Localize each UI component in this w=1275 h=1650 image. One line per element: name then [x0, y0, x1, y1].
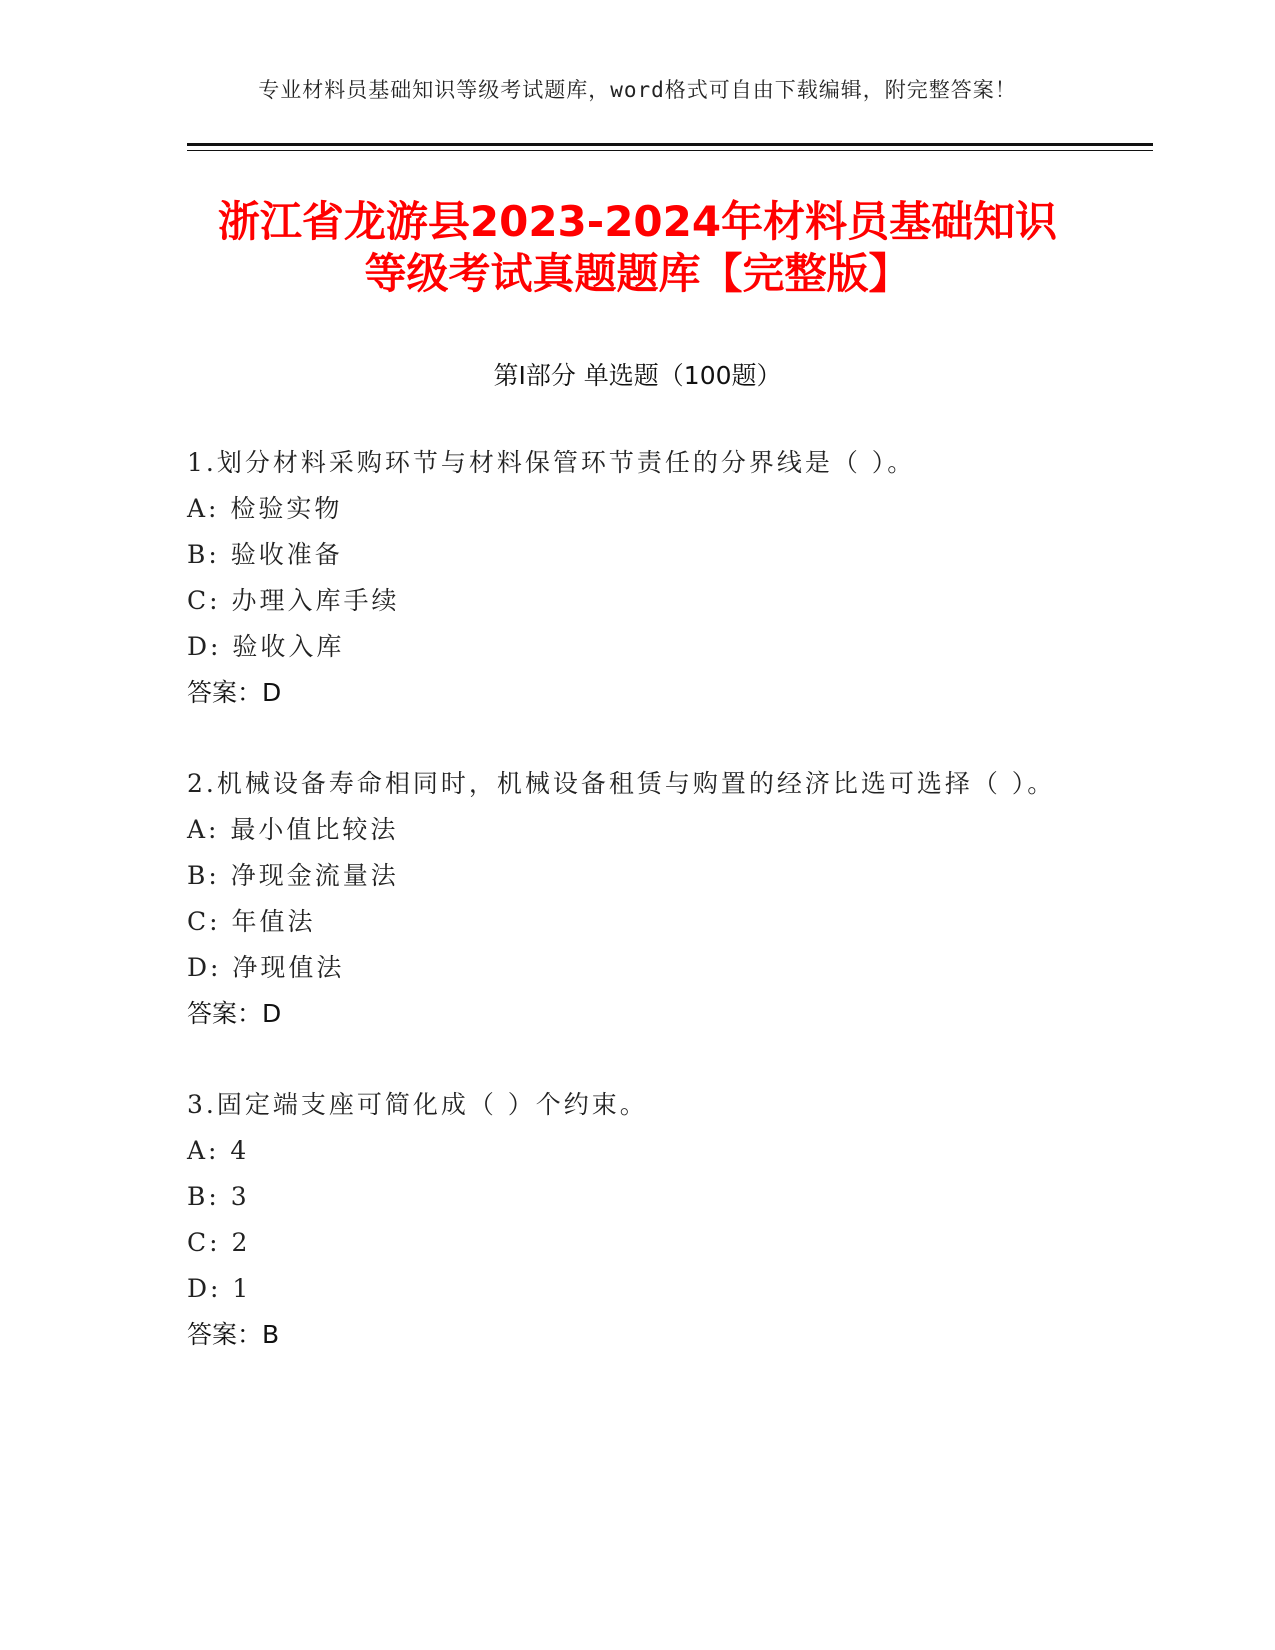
question-option-a: A: 4 — [187, 1136, 250, 1165]
question-option-d: D: 1 — [187, 1274, 252, 1303]
question-option-d: D: 净现值法 — [187, 953, 345, 982]
question-stem: 3.固定端支座可简化成（ ）个约束。 — [187, 1090, 648, 1119]
question-option-b: B: 3 — [187, 1182, 250, 1211]
question-item — [187, 440, 1087, 716]
question-option-c: C: 2 — [187, 1228, 251, 1257]
question-option-b: B: 净现金流量法 — [187, 861, 399, 890]
title-line-2: 等级考试真题题库【完整版】 — [364, 249, 911, 298]
question-option-a: A: 最小值比较法 — [187, 815, 399, 844]
section-title: 第Ⅰ部分 单选题（100题） — [493, 361, 782, 390]
question-option-c: C: 办理入库手续 — [187, 586, 400, 615]
question-option-b: B: 验收准备 — [187, 540, 343, 569]
question-stem: 1.划分材料采购环节与材料保管环节责任的分界线是（ ）。 — [187, 448, 916, 477]
header-rule-thin — [187, 150, 1153, 151]
question-item — [187, 1082, 1087, 1358]
question-option-c: C: 年值法 — [187, 907, 316, 936]
question-answer: 答案：D — [187, 999, 282, 1028]
question-item — [187, 761, 1087, 1037]
question-option-d: D: 验收入库 — [187, 632, 345, 661]
title-line-1: 浙江省龙游县2023-2024年材料员基础知识 — [217, 197, 1058, 246]
question-list — [187, 440, 1087, 1403]
question-answer: 答案：D — [187, 678, 282, 707]
header-note: 专业材料员基础知识等级考试题库，word格式可自由下载编辑，附完整答案！ — [258, 78, 1017, 102]
question-option-a: A: 检验实物 — [187, 494, 343, 523]
header-rule-thick — [187, 143, 1153, 146]
question-stem: 2.机械设备寿命相同时，机械设备租赁与购置的经济比选可选择（ ）。 — [187, 769, 1056, 798]
document-title — [0, 196, 1275, 300]
question-answer: 答案：B — [187, 1320, 280, 1349]
